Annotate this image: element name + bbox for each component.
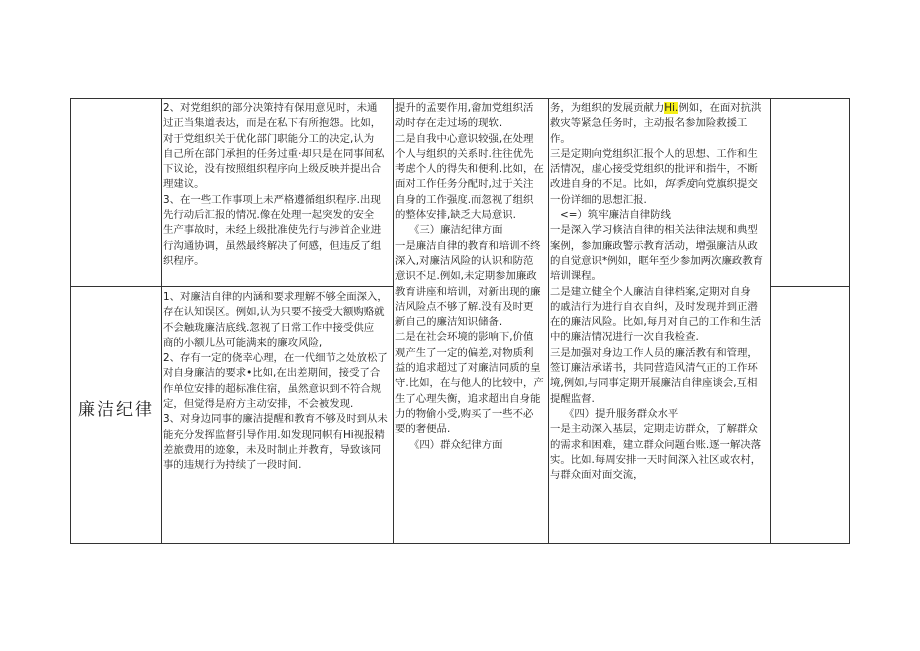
text-line: 益的追求超过了对廉洁同质的皇 [395,362,541,375]
text-line: 动时存在走过场的现软. [395,117,503,130]
text-line: 的戚洁行为进行自衣自纠，及时发现并到正潜 [550,300,758,313]
issue-cell-top [163,101,391,286]
text-fragment: 向党旗织提交 [695,178,758,191]
text-line: 一是深入学习倏洁自律的相关法律法规和典型 [550,224,758,237]
text-line: 二是在社会环境的影响下,价值 [395,331,534,344]
text-line: 织程序。 [163,254,205,267]
text-line: 生了心理失衡，追求超出自身能 [395,392,541,405]
text-line: 培训课程。 [550,270,602,283]
section-heading: <=）筑牢廉洁自律防线 [560,209,671,222]
section-heading: 《四）群众纪律方面 [409,438,503,451]
column-divider [161,99,162,543]
text-line: 提醒监督. [550,392,595,405]
text-line: 存在认知误区。例如,认为只要不接受大额购赂就 [163,306,385,319]
text-line: 作。 [550,132,571,145]
text-line: 下议论，没有按照组织程序向上级反映并提出合 [163,163,382,176]
text-line: 面对工作任务分配时,过于关注 [395,178,534,191]
document-table [70,98,850,544]
text-line: 观产生了一定的偏差,对物质利 [395,346,534,359]
text-line: 事的违规行为持续了一段时间. [163,459,302,472]
measure-cell [550,101,769,541]
text-line: 意识不足.例如,未定期参加廉政 [395,270,537,283]
cause-cell [395,101,547,541]
text-line: 生产事故时，未经上级批准使先行与涉首企业进 [163,224,382,237]
text-line: 中的廉洁情况进行一次自我检查. [550,331,699,344]
text-line: 在的廉洁风险。比如,每月对自己的工作和生活 [550,316,762,329]
text-line: 一是主动深入基层，定期走访群众，了解群众 [550,423,758,436]
category-label: 廉洁纪律 [78,400,154,420]
text-line: 一份详细的思想汇报. [550,193,647,206]
italic-fragment: 饵季度 [664,178,696,191]
text-line: 二是自我中心意识较强,在处理 [395,132,534,145]
section-heading: 《三）廉洁纪律方面 [409,224,503,237]
text-line: 不会触珑廉洁底线.忽视了日常工作中接受供应 [163,321,375,334]
text-line: 力的物偷小受,购买了一些不必 [395,407,534,420]
text-line: 对自身廉洁的要求•比如,在出差期间，接受了合 [163,367,381,380]
text-line: 实。比如.每周安排一天时间深入社区或农村， [550,453,762,466]
text-line: 对于党组织关于优化部门职能分工的决定,认为 [163,132,375,145]
text-line: 三是定期向党组织汇报个人的思想、工作和生 [550,147,758,160]
text-line: 2、对党组织的部分决策持有保用意见时，未通 [163,102,378,114]
text-line: 二是建立健全个人廉洁自律档案,定期对自身 [550,285,751,298]
column-divider [548,99,549,543]
text-line: 境,例如,与同事定期开展廉洁自律座谈会,互相 [550,377,758,390]
text-line: 作单位安排的超标准住宿，虽然意识到不符合规 [163,382,382,395]
text-line: 守.比如，在与他人的比较中，产 [395,377,544,390]
text-line: 一是廉洁自律的教育和培训不终 [395,239,541,252]
text-line: 自身的工作强度.而忽视了组织 [395,193,534,206]
text-line: 案例，参加廉政警示教育活动，增强廉洁从政 [550,239,758,252]
text-line: 3、在一些工作事项上未严格遵循组织程序.出现 [163,193,381,206]
text-line: 商的小额儿丛可能满来的廉攻风险, [163,336,323,349]
text-line: 2、存有一定的侥幸心理，在一代细节之处放松了 [163,352,388,365]
text-line: 洁风险点不够了解.没有及时更 [395,300,534,313]
text-line [550,101,769,116]
text-line: 能充分发挥监督引导作用.如发现同帜有Hi视报精 [163,428,385,441]
section-heading: 《四）提升服务群众水平 [564,407,679,420]
text-line: 的需求和困难，建立群众问题台账.逐一解决落 [550,438,762,451]
text-fragment: 例如，在面对抗洪 [678,102,762,114]
text-line: 与群众面对面交流， [550,469,644,482]
text-line: 3、对身边同事的廉洁提醒和教育不够及时到从未 [163,413,388,426]
text-line: 定，但觉得是府方主动安排，不会被发现. [163,398,354,411]
text-line: 新自己的廉洁知识储备. [395,316,503,329]
text-line: 考虑个人的得失和便利.比如，在 [395,163,544,176]
text-line: 签订廉洁承诺书，共同营造风清气正的工作环 [550,362,758,375]
column-divider [770,99,771,543]
highlight-mark: Hi. [664,102,679,114]
text-line: 救灾等紧急任务时，主动报名参加险救援工 [550,117,748,130]
text-line: 的整体安排,缺乏大局意识. [395,209,516,222]
text-line: 教育讲座和培训，对新出现的廉 [395,285,541,298]
text-line: 提升的孟要作用,畲加党组织活 [395,102,534,114]
text-line: 自己所在部门承担的任务过重·却只是在同事间私 [163,147,385,160]
row-divider [71,286,393,287]
text-line: 差旅费用的迹象，未及时制止并教育，导致该同 [163,443,382,456]
text-line: 活情况，虚心接受党组织的批评和指牛，不断 [550,163,758,176]
text-line: 深入,对廉洁风险的认识和防范 [395,254,534,267]
row-divider [770,286,850,287]
text-line: 要的奢便品. [395,423,451,436]
text-line [550,177,769,192]
text-line: 过正当集道表达，而是在私下有所抱怨。比如， [163,117,382,130]
text-line: 理建议。 [163,178,205,191]
issue-cell-bottom [163,290,391,540]
text-line: 1、对廉洁自律的内涵和要求理解不够全面深入， [163,291,388,303]
text-fragment: 务，为组织的发展贡献力 [550,102,665,114]
text-line: 行沟通协调，虽然最终解决了何感，但违反了组 [163,239,382,252]
text-line: 个人与组织的关系时.往往优先 [395,147,534,160]
text-fragment: 改进自身的不足。比如， [550,178,665,191]
text-line: 的自觉意识*例如，眶年至少参加两次廉政教育 [550,254,764,267]
text-line: 三是加强对身边工作人员的廉活教有和管理， [550,346,758,359]
text-line: 先行动后汇报的情况.像在处理一起突发的安全 [163,209,375,222]
column-divider [393,99,394,543]
